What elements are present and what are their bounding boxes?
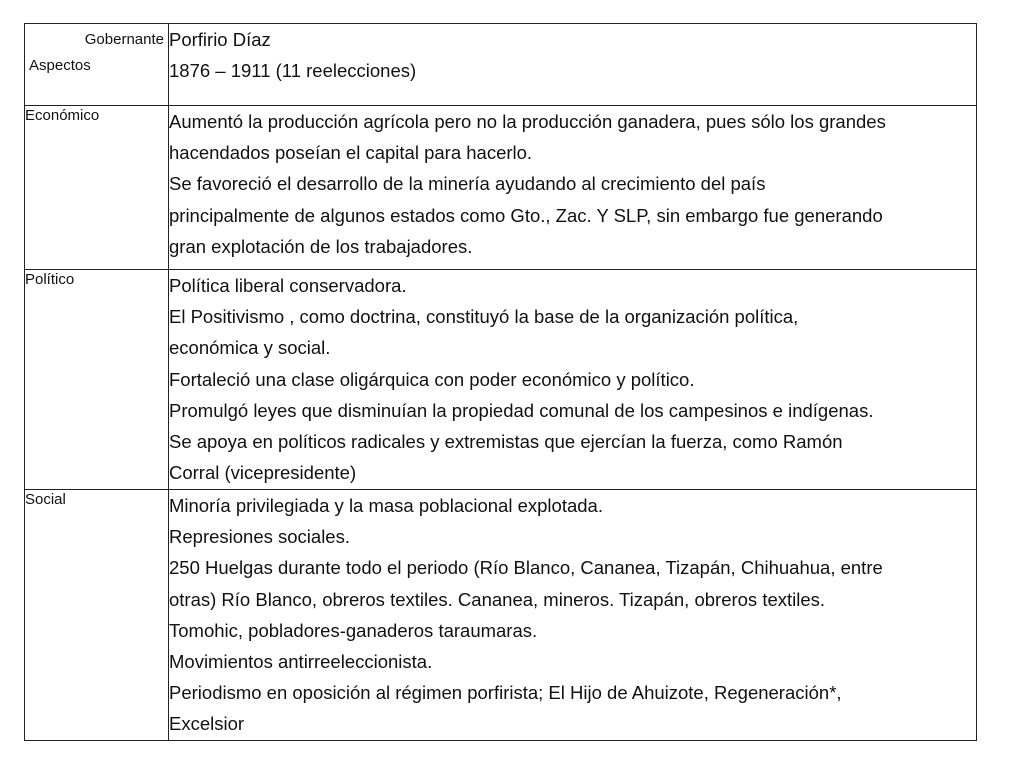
ruler-period: 1876 – 1911 (11 reelecciones) bbox=[169, 60, 417, 82]
header-corner-cell bbox=[25, 24, 169, 106]
content-line: Política liberal conservadora. bbox=[169, 275, 407, 296]
ruler-name: Porfirio Díaz bbox=[169, 29, 271, 50]
content-social bbox=[169, 490, 977, 741]
content-line: Periodismo en oposición al régimen porfirista; El Hijo de Ahuizote, Regeneración*, bbox=[169, 682, 842, 704]
content-line: Promulgó leyes que disminuían la propiedad comunal de los campesinos e indígenas. bbox=[169, 399, 874, 421]
table-header-row bbox=[25, 24, 977, 106]
content-politico bbox=[169, 270, 977, 490]
aspect-economico: Económico bbox=[25, 106, 169, 270]
porfiriato-table bbox=[24, 23, 977, 741]
content-line: otras) Río Blanco, obreros textiles. Cananea, mineros. Tizapán, obreros textiles. bbox=[169, 588, 826, 610]
content-economico bbox=[169, 106, 977, 270]
content-line: Se apoya en políticos radicales y extremistas que ejercían la fuerza, como Ramón bbox=[169, 431, 843, 453]
table-row-social bbox=[25, 490, 977, 741]
content-line: Excelsior bbox=[169, 713, 245, 735]
content-line: Corral (vicepresidente) bbox=[169, 462, 357, 484]
content-line: Aumentó la producción agrícola pero no la producción ganadera, pues sólo los grandes bbox=[169, 111, 886, 132]
content-line: principalmente de algunos estados como Gto., Zac. Y SLP, sin embargo fue generando bbox=[169, 204, 883, 226]
aspectos-label: Aspectos bbox=[29, 57, 91, 74]
content-line: Fortaleció una clase oligárquica con poder económico y político. bbox=[169, 368, 695, 390]
content-line: gran explotación de los trabajadores. bbox=[169, 235, 473, 257]
content-line: Represiones sociales. bbox=[169, 526, 350, 548]
header-ruler-cell bbox=[169, 24, 977, 106]
content-line: El Positivismo , como doctrina, constituyó la base de la organización política, bbox=[169, 306, 799, 328]
aspect-social: Social bbox=[25, 490, 169, 741]
table-row-politico bbox=[25, 270, 977, 490]
content-line: hacendados poseían el capital para hacerlo. bbox=[169, 142, 533, 164]
content-line: Movimientos antirreeleccionista. bbox=[169, 651, 433, 673]
aspect-politico: Político bbox=[25, 270, 169, 490]
content-line: 250 Huelgas durante todo el periodo (Río Blanco, Cananea, Tizapán, Chihuahua, entre bbox=[169, 557, 883, 579]
content-line: Se favoreció el desarrollo de la minería ayudando al crecimiento del país bbox=[169, 173, 766, 195]
gobernante-label: Gobernante bbox=[84, 31, 164, 48]
content-line: Tomohic, pobladores-ganaderos taraumaras. bbox=[169, 619, 538, 641]
content-line: Minoría privilegiada y la masa poblacional explotada. bbox=[169, 495, 603, 516]
content-line: económica y social. bbox=[169, 337, 331, 359]
table-row-economico bbox=[25, 106, 977, 270]
